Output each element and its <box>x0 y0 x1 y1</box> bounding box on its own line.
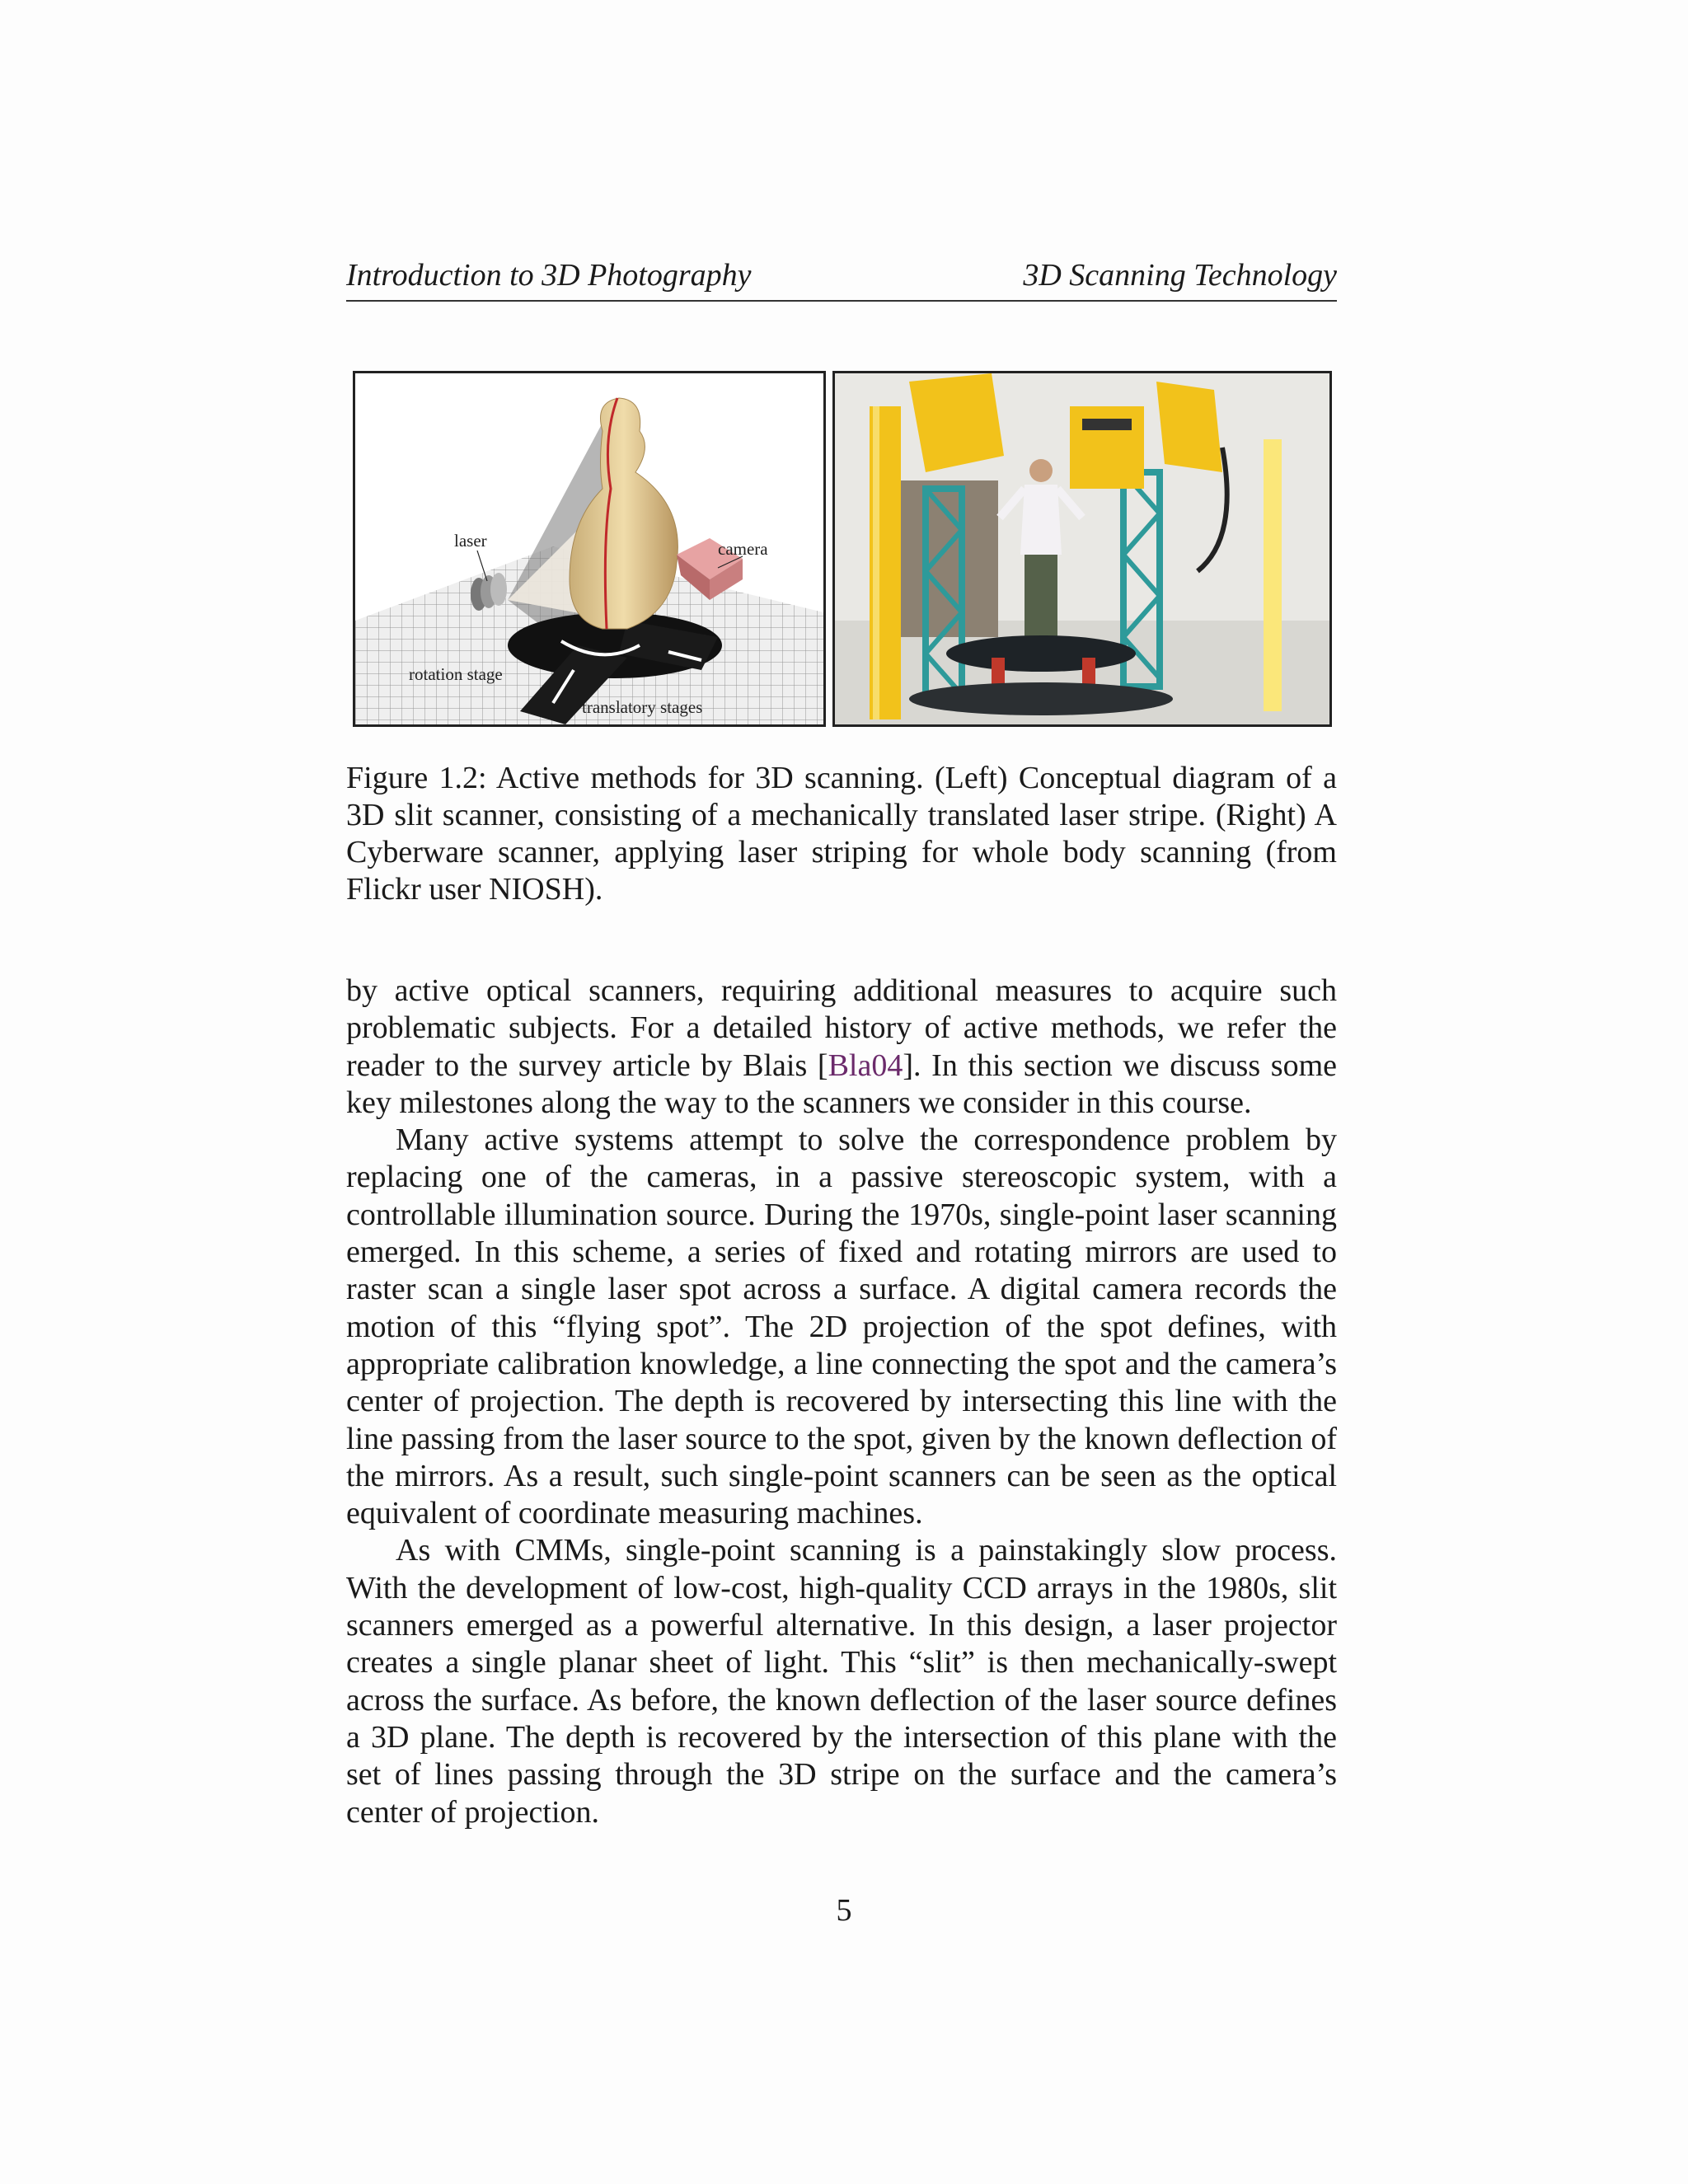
running-header <box>346 257 1337 302</box>
page-number: 5 <box>836 1893 852 1928</box>
paragraph-1-text-b: ]. In this section we discuss some key milestones along the way to the scanners we consider in this course. <box>346 1047 1337 1120</box>
figure-caption: Figure 1.2: Active methods for 3D scanning. (Left) Conceptual diagram of a 3D slit scanner, consisting of a mechanically translated laser stripe. (Right) A Cyberware scanner, applying laser striping for whole body scanning (from Flickr user NIOSH). <box>346 761 1337 907</box>
figure-right-photo <box>832 371 1332 727</box>
paragraph-2: Many active systems attempt to solve the correspondence problem by replacing one of the cameras, in a passive stereoscopic system, with a controllable illumination source. During the 1970s, single-point laser scanning emerged. In this scheme, a series of fixed and rotating mirrors are used to raster scan a single laser spot across a surface. A digital camera records the motion of this “flying spot”. The 2D projection of the spot defines, with appropriate calibration knowledge, a line connecting the spot and the camera’s center of projection. The depth is recovered by intersecting this line with the line passing from the laser source to the spot, given by the known deflection of the mirrors. As a result, such single-point scanners can be seen as the optical equivalent of coordinate measuring machines. <box>346 1122 1337 1531</box>
figure-left-diagram <box>353 371 826 727</box>
label-laser: laser <box>454 531 487 551</box>
header-section: 3D Scanning Technology <box>1023 258 1337 293</box>
paragraph-3: As with CMMs, single-point scanning is a painstakingly slow process. With the development of low-cost, high-quality CCD arrays in the 1980s, slit scanners emerged as a powerful alternative. In this design, a laser projector creates a single planar sheet of light. This “slit” is then mechanically-swept across the surface. As before, the known deflection of the laser source defines a 3D plane. The depth is recovered by the intersection of this plane with the set of lines passing through the 3D stripe on the surface and the camera’s center of projection. <box>346 1533 1337 1830</box>
label-camera: camera <box>718 539 768 559</box>
cyberware-scanner-photo <box>835 373 1329 724</box>
label-rotation-stage: rotation stage <box>409 664 503 684</box>
body-text <box>346 972 1337 1831</box>
paragraph-1-text-a: by active optical scanners, requiring additional measures to acquire such problematic subjects. For a detailed history of active methods, we refer the reader to the survey article by Blais [ <box>346 973 1337 1083</box>
header-title: Introduction to 3D Photography <box>346 258 752 293</box>
label-translatory-stages: translatory stages <box>582 697 703 717</box>
paragraph-1 <box>346 972 1337 1122</box>
slit-scanner-diagram <box>355 373 823 724</box>
citation-link[interactable]: Bla04 <box>828 1047 903 1083</box>
